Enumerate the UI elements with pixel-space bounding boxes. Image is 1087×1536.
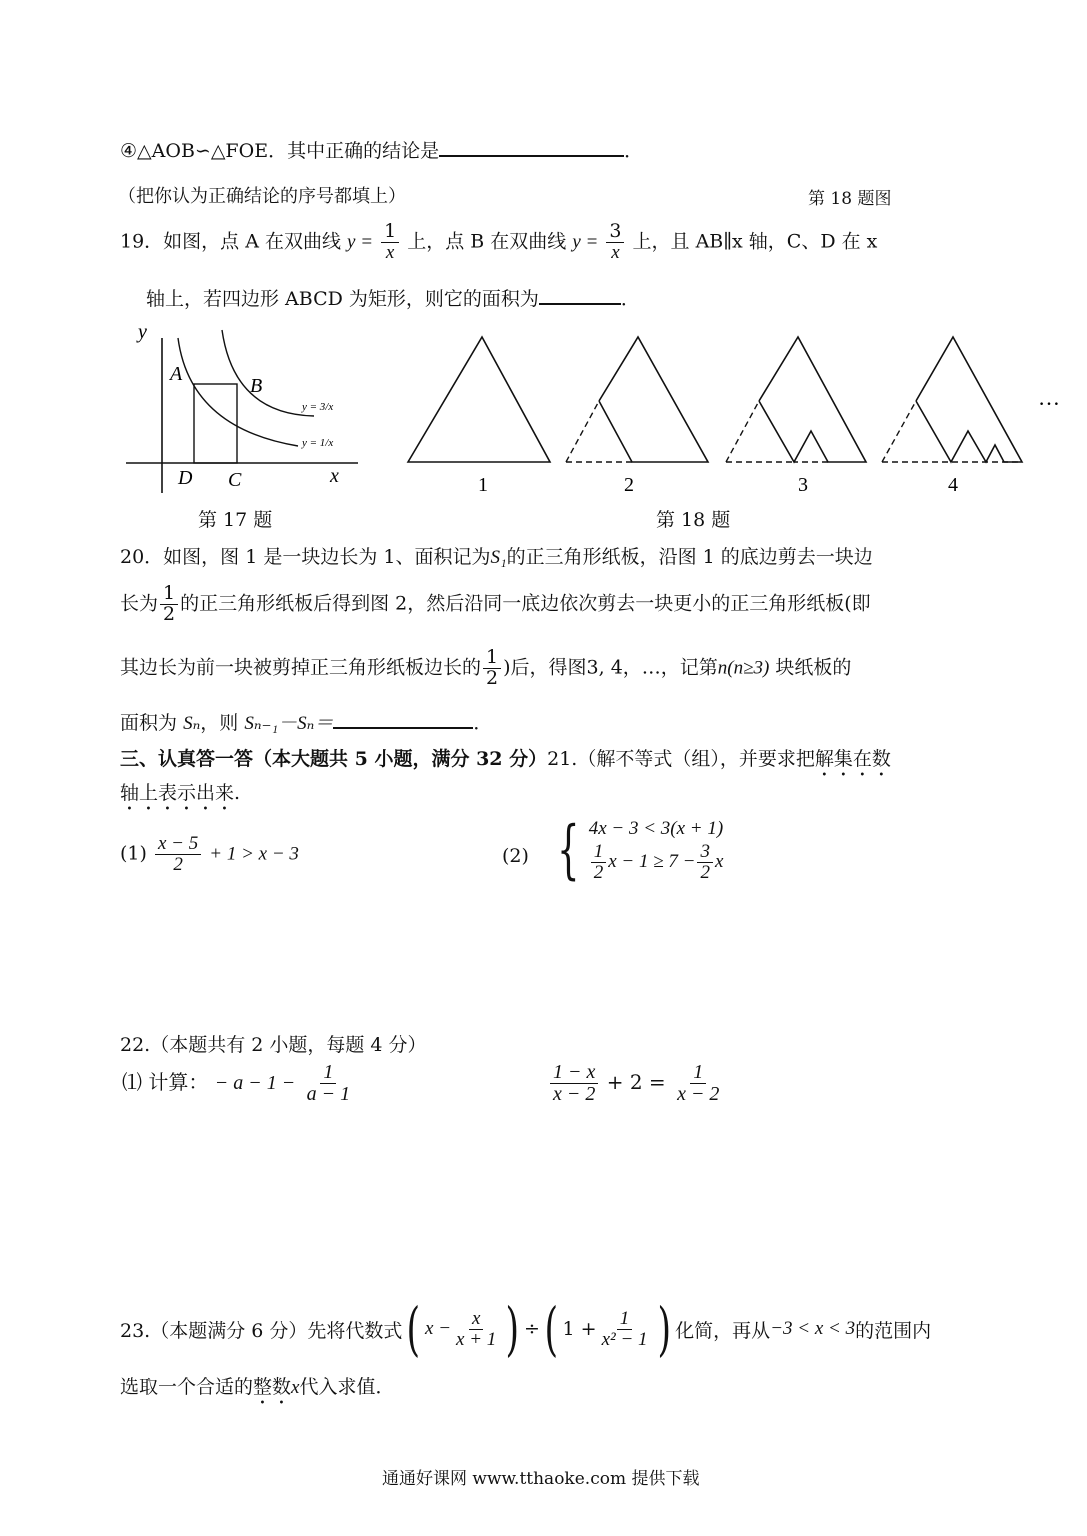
- q20-line1: 20．如图，图 1 是一块边长为 1、面积记为S₁的正三角形纸板，沿图 1 的底边剪去一块边: [120, 546, 873, 568]
- curve-label-1-over-x: y = 1/x: [302, 437, 334, 449]
- fig17-caption: 第 17 题: [198, 509, 273, 531]
- q21-part2-label: (2): [502, 845, 529, 867]
- q21-part2-system: { 4x − 3 < 3(x + 1) $\frac{1}{2}$ x − 1 ≥ 7 − $\frac{3}{2}$ x: [557, 813, 724, 888]
- section3-line2: 轴上表示出来.: [120, 782, 241, 804]
- triangle-label-4: 4: [948, 474, 958, 496]
- q23-line1: 23.（本题满分 6 分）先将代数式 ( x − $\frac{x}{x + 1}$ ) ÷ ( 1 + $\frac{1}{\text{x² − 1}}$ ) 化简，再从 −3 < x < 3 的范围内: [120, 1295, 932, 1363]
- point-label-B: B: [250, 375, 263, 397]
- triangle-4: [882, 337, 1022, 462]
- triangle-label-2: 2: [624, 474, 634, 496]
- triangle-label-3: 3: [798, 474, 808, 496]
- answer-blank-19[interactable]: [539, 285, 621, 305]
- q18-item4: ④△AOB∽△FOE．其中正确的结论是 ．: [120, 136, 643, 163]
- system-brace: {: [557, 813, 580, 888]
- q18-fig-caption: 第 18 题图: [808, 189, 892, 209]
- point-label-C: C: [228, 469, 242, 491]
- q20-line3: 其边长为前一块被剪掉正三角形纸板边长的 $\frac{1}{2}$ )后，得图3, 4，…，记第n(n≥3) 块纸板的: [120, 646, 852, 689]
- section3-line1: 三、认真答一答（本大题共 5 小题，满分 32 分）21.（解不等式（组），并要求把解集在数: [120, 748, 891, 770]
- q19-line1: 19．如图，点 A 在双曲线 y = $\frac{1}{x}$ 上，点 B 在双曲线 y = $\frac{3}{x}$ 上，且 AB∥x 轴，C、D 在 x: [120, 220, 878, 263]
- triangle-label-1: 1: [478, 474, 488, 496]
- triangle-1: [408, 337, 550, 462]
- q22-part1: ⑴ 计算： − a − 1 − $\frac{1}{a - 1}$: [122, 1061, 351, 1105]
- fraction-one-half-2: $\frac{1}{2}$: [483, 648, 501, 689]
- axis-label-x: x: [330, 465, 339, 487]
- fig18-caption: 第 18 题: [656, 509, 731, 531]
- ellipsis: …: [1038, 385, 1060, 410]
- q20-line2: 长为 $\frac{1}{2}$ 的正三角形纸板后得到图 2，然后沿同一底边依次剪去一块更小的正三角形纸板(即: [120, 582, 871, 625]
- triangle-3: [726, 337, 866, 462]
- curve-label-3-over-x: y = 3/x: [302, 401, 334, 413]
- q21-part1: (1) $\frac{x - 5}{2}$ + 1 > x − 3: [120, 833, 299, 875]
- fraction-3-over-x: $\frac{3}{x}$: [606, 222, 624, 263]
- curve-y-3-over-x: [222, 330, 314, 416]
- axis-label-y: y: [138, 321, 147, 343]
- point-label-D: D: [178, 467, 193, 489]
- q20-line4: 面积为 Sₙ，则 Sₙ₋₁－Sₙ＝ ．: [120, 708, 492, 735]
- answer-blank-18[interactable]: [439, 137, 624, 157]
- fraction-1-over-x: $\frac{1}{x}$: [381, 222, 399, 263]
- section-heading: 三、认真答一答（本大题共 5 小题，满分 32 分）: [120, 748, 548, 770]
- figure-17: [118, 318, 368, 503]
- footer-text: 通通好课网 www.tthaoke.com 提供下载: [382, 1469, 700, 1489]
- answer-blank-20[interactable]: [333, 709, 473, 729]
- fraction-one-half: $\frac{1}{2}$: [160, 584, 178, 625]
- q22-part2: $\frac{1 - x}{x - 2}$ + 2 = $\frac{1}{x - 2}$: [548, 1062, 724, 1105]
- q22-title: 22.（本题共有 2 小题，每题 4 分）: [120, 1034, 427, 1056]
- point-label-A: A: [170, 363, 183, 385]
- q19-line2: 轴上，若四边形 ABCD 为矩形，则它的面积为 ．: [146, 284, 640, 311]
- q18-hint: （把你认为正确结论的序号都填上）: [118, 186, 406, 207]
- curve-y-1-over-x: [178, 338, 298, 446]
- q23-line2: 选取一个合适的整数x代入求值．: [120, 1376, 395, 1398]
- triangle-2: [566, 337, 708, 462]
- figure-18: [398, 325, 1078, 500]
